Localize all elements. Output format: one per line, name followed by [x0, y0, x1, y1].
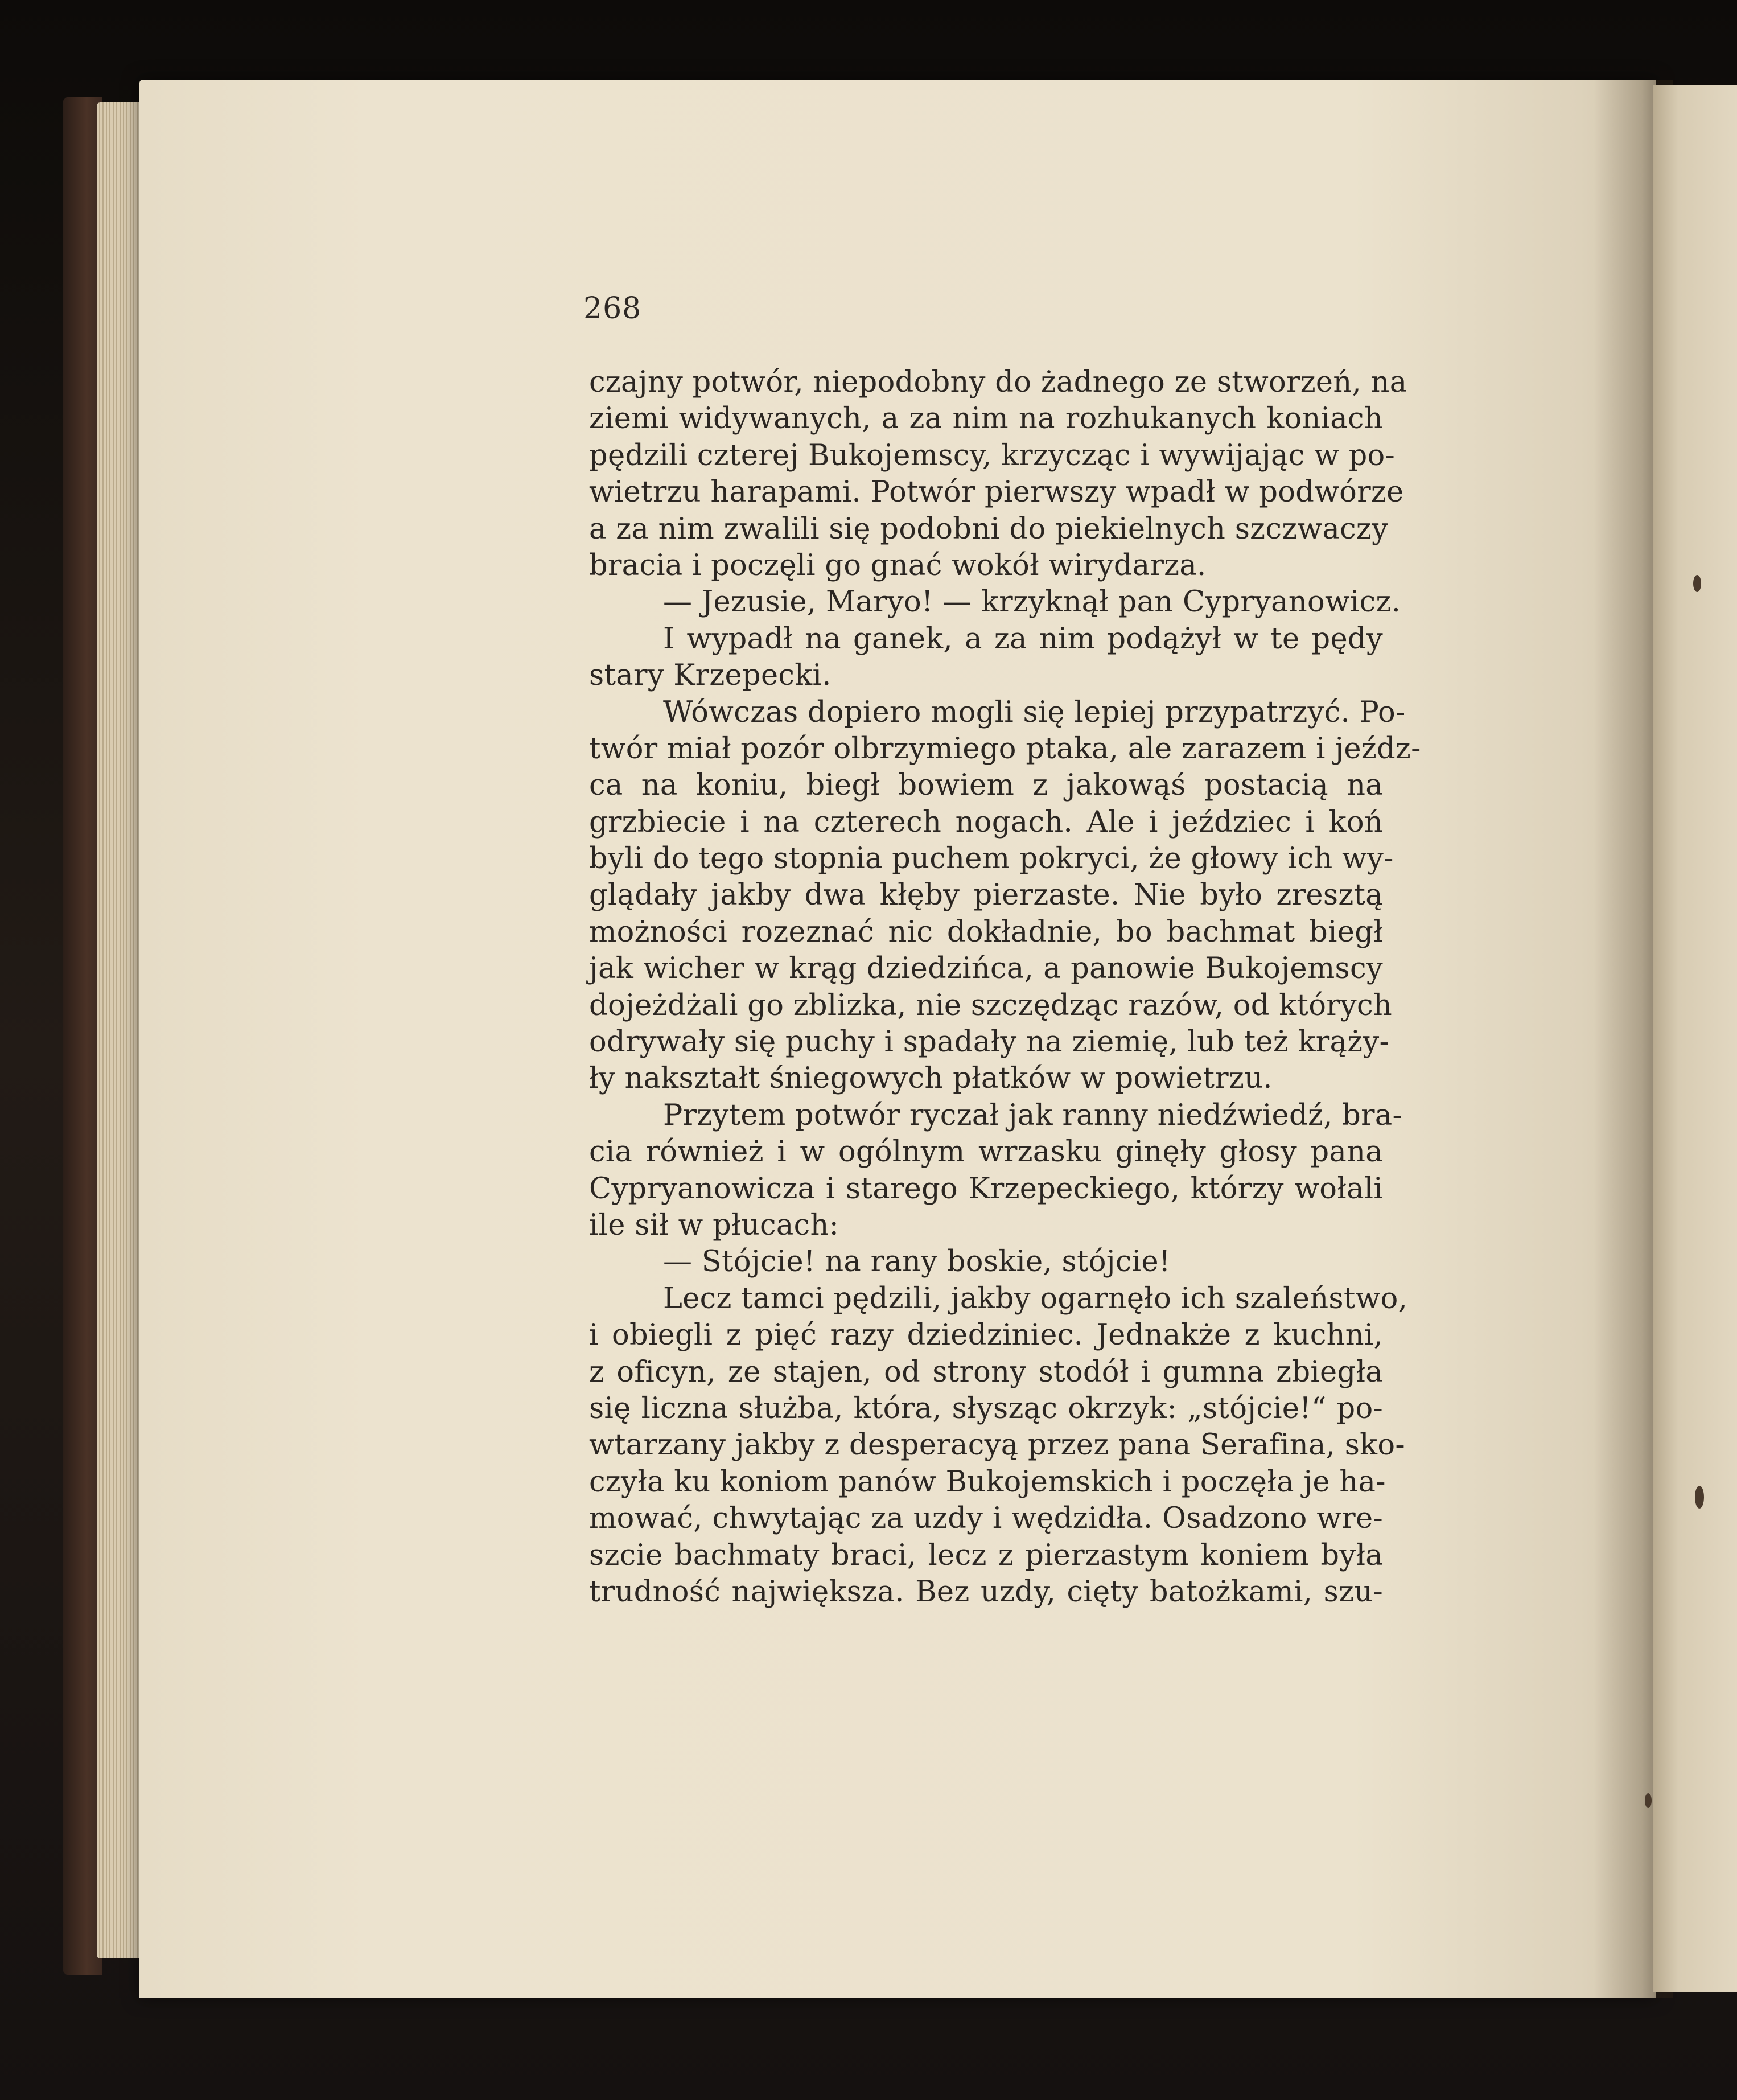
text-line: Przytem potwór ryczał jak ranny niedźwiedź, bra-: [663, 1098, 1403, 1132]
text-line: grzbiecie i na czterech nogach. Ale i jeździec i koń: [589, 805, 1383, 839]
text-line: szcie bachmaty braci, lecz z pierzastym koniem była: [589, 1538, 1383, 1572]
text-line: a za nim zwalili się podobni do piekielnych szczwaczy: [589, 512, 1389, 546]
text-line: możności rozeznać nic dokładnie, bo bachmat biegł: [589, 915, 1383, 949]
body-text: [589, 364, 1421, 1610]
text-line: jak wicher w krąg dziedzińca, a panowie Bukojemscy: [589, 952, 1383, 986]
text-line: Cypryanowicza i starego Krzepeckiego, którzy wołali: [589, 1172, 1383, 1206]
facing-page-edge: [1653, 85, 1737, 1992]
page-number: 268: [583, 291, 642, 326]
text-line: ca na koniu, biegł bowiem z jakowąś postacią na: [589, 769, 1383, 803]
text-line: — Stójcie! na rany boskie, stójcie!: [663, 1245, 1171, 1279]
text-line: odrywały się puchy i spadały na ziemię, lub też krąży-: [589, 1025, 1389, 1059]
text-line: bracia i poczęli go gnać wokół wirydarza.: [589, 548, 1207, 582]
text-line: trudność największa. Bez uzdy, cięty batożkami, szu-: [589, 1575, 1383, 1609]
text-line: I wypadł na ganek, a za nim podążył w te pędy: [663, 622, 1383, 656]
text-line: mować, chwytając za uzdy i wędzidła. Osadzono wre-: [589, 1502, 1383, 1536]
text-line: wietrzu harapami. Potwór pierwszy wpadł w podwórze: [589, 475, 1404, 509]
text-line: cia również i w ogólnym wrzasku ginęły głosy pana: [589, 1135, 1383, 1169]
text-line: dojeżdżali go zblizka, nie szczędząc razów, od których: [589, 988, 1393, 1022]
page-edge-mark: [1645, 1793, 1652, 1808]
text-line: glądały jakby dwa kłęby pierzaste. Nie było zresztą: [589, 878, 1383, 913]
text-line: byli do tego stopnia puchem pokryci, że głowy ich wy-: [589, 842, 1394, 876]
text-line: czyła ku koniom panów Bukojemskich i poczęła je ha-: [589, 1465, 1386, 1499]
text-line: czajny potwór, niepodobny do żadnego ze stworzeń, na: [589, 365, 1407, 399]
text-line: twór miał pozór olbrzymiego ptaka, ale zarazem i jeźdz-: [589, 731, 1421, 766]
text-line: się liczna służba, która, słysząc okrzyk: „stójcie!“ po-: [589, 1391, 1383, 1425]
text-line: Wówczas dopiero mogli się lepiej przypatrzyć. Po-: [663, 695, 1406, 729]
text-line: wtarzany jakby z desperacyą przez pana Serafina, sko-: [589, 1428, 1405, 1462]
text-line: z oficyn, ze stajen, od strony stodół i gumna zbiegła: [589, 1355, 1383, 1389]
text-line: ziemi widywanych, a za nim na rozhukanych koniach: [589, 402, 1383, 436]
text-line: Lecz tamci pędzili, jakby ogarnęło ich szaleństwo,: [663, 1281, 1408, 1316]
text-line: ły nakształt śniegowych płatków w powietrzu.: [589, 1062, 1273, 1096]
text-line: pędzili czterej Bukojemscy, krzycząc i wywijając w po-: [589, 438, 1396, 472]
text-line: ile sił w płucach:: [589, 1208, 839, 1242]
text-line: i obiegli z pięć razy dziedziniec. Jednakże z kuchni,: [589, 1318, 1383, 1353]
page-edge-mark: [1695, 1486, 1704, 1509]
text-line: — Jezusie, Maryo! — krzyknął pan Cypryanowicz.: [663, 585, 1401, 619]
page-edge-mark: [1693, 575, 1701, 592]
text-line: stary Krzepecki.: [589, 659, 832, 693]
